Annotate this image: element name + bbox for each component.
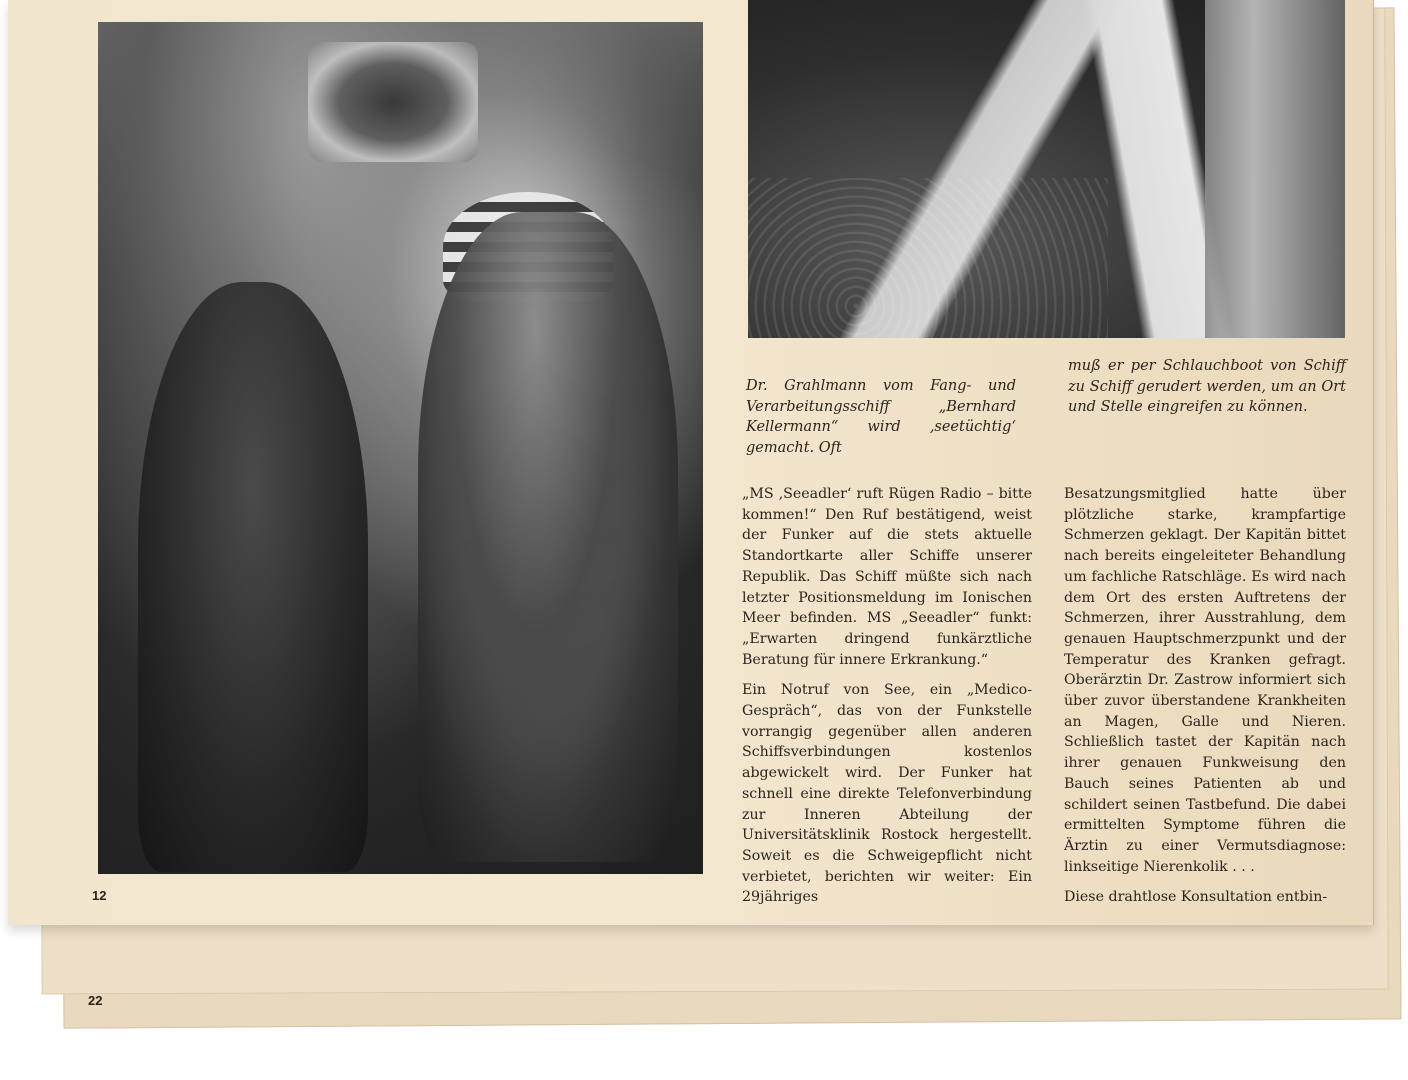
article-paragraph: Besatzungsmitglied hatte über plötzliche starke, krampfartige Schmerzen geklagt. Der Kapitän bittet nach bereits eingeleiteter Behandlung um fachliche Ratschläge. Es wird nach dem Ort des ersten Auftretens der Schmerzen, ihrer Ausstrahlung, dem genauen Hauptschmerzpunkt und der Temperatur des Kranken gefragt. Oberärztin Dr. Zastrow informiert sich über zuvor überstandene Krankheiten an Magen, Galle und Nieren. Schließlich tastet der Kapitän nach ihrer genauen Funkweisung den Bauch seines Patienten ab und schildert seinen Tastbefund. Die dabei ermittelten Symptome führen die Ärztin zu einer Vermutsdiagnose: linkseitige Nierenkolik . . . xyxy=(1064,486,1346,875)
photo-crew-life-vest xyxy=(98,22,703,874)
winch-shape xyxy=(308,42,478,162)
photo-caption-left: Dr. Grahlmann vom Fang- und Verarbeitungsschiff „Bernhard Kellermann“ wird ‚seetüchtig‘ gemacht. Oft xyxy=(746,378,1016,456)
sea-waves-texture xyxy=(748,178,1108,338)
photo-sea-hull xyxy=(748,0,1345,338)
article-paragraph: „MS ‚Seeadler‘ ruft Rügen Radio – bitte kommen!“ Den Ruf bestätigend, weist der Funker auf die stets aktuelle Standortkarte aller Schiffe unserer Republik. Das Schiff müßte sich nach letzter Positionsmeldung im Ionischen Meer befinden. MS „Seeadler“ funkt: „Erwarten dringend funkärztliche Beratung für innere Erkrankung.“ xyxy=(742,486,1032,668)
person-left-silhouette xyxy=(138,282,368,872)
person-right-silhouette xyxy=(418,212,678,862)
photo-caption-right: muß er per Schlauchboot von Schiff zu Schiff gerudert werden, um an Ort und Stelle eingreifen zu können. xyxy=(1068,358,1346,415)
underlying-page-number: 22 xyxy=(88,993,103,1008)
page-number: 12 xyxy=(92,888,107,903)
article-paragraph: Diese drahtlose Konsultation entbin- xyxy=(1064,889,1328,906)
article-column-left xyxy=(742,484,1032,918)
ship-hull-shape xyxy=(1205,0,1345,338)
article-column-right xyxy=(1064,484,1346,918)
article-paragraph: Ein Notruf von See, ein „Medico-Gespräch“, das von der Funkstelle vorrangig gegenüber allen anderen Schiffsverbindungen kostenlos abgewickelt wird. Der Funker hat schnell eine direkte Telefonverbindung zur Inneren Abteilung der Universitätsklinik Rostock hergestellt. Soweit es die Schweigepflicht nicht verbietet, berichten wir weiter: Ein 29jähriges xyxy=(742,682,1032,906)
magazine-spread xyxy=(8,0,1374,925)
